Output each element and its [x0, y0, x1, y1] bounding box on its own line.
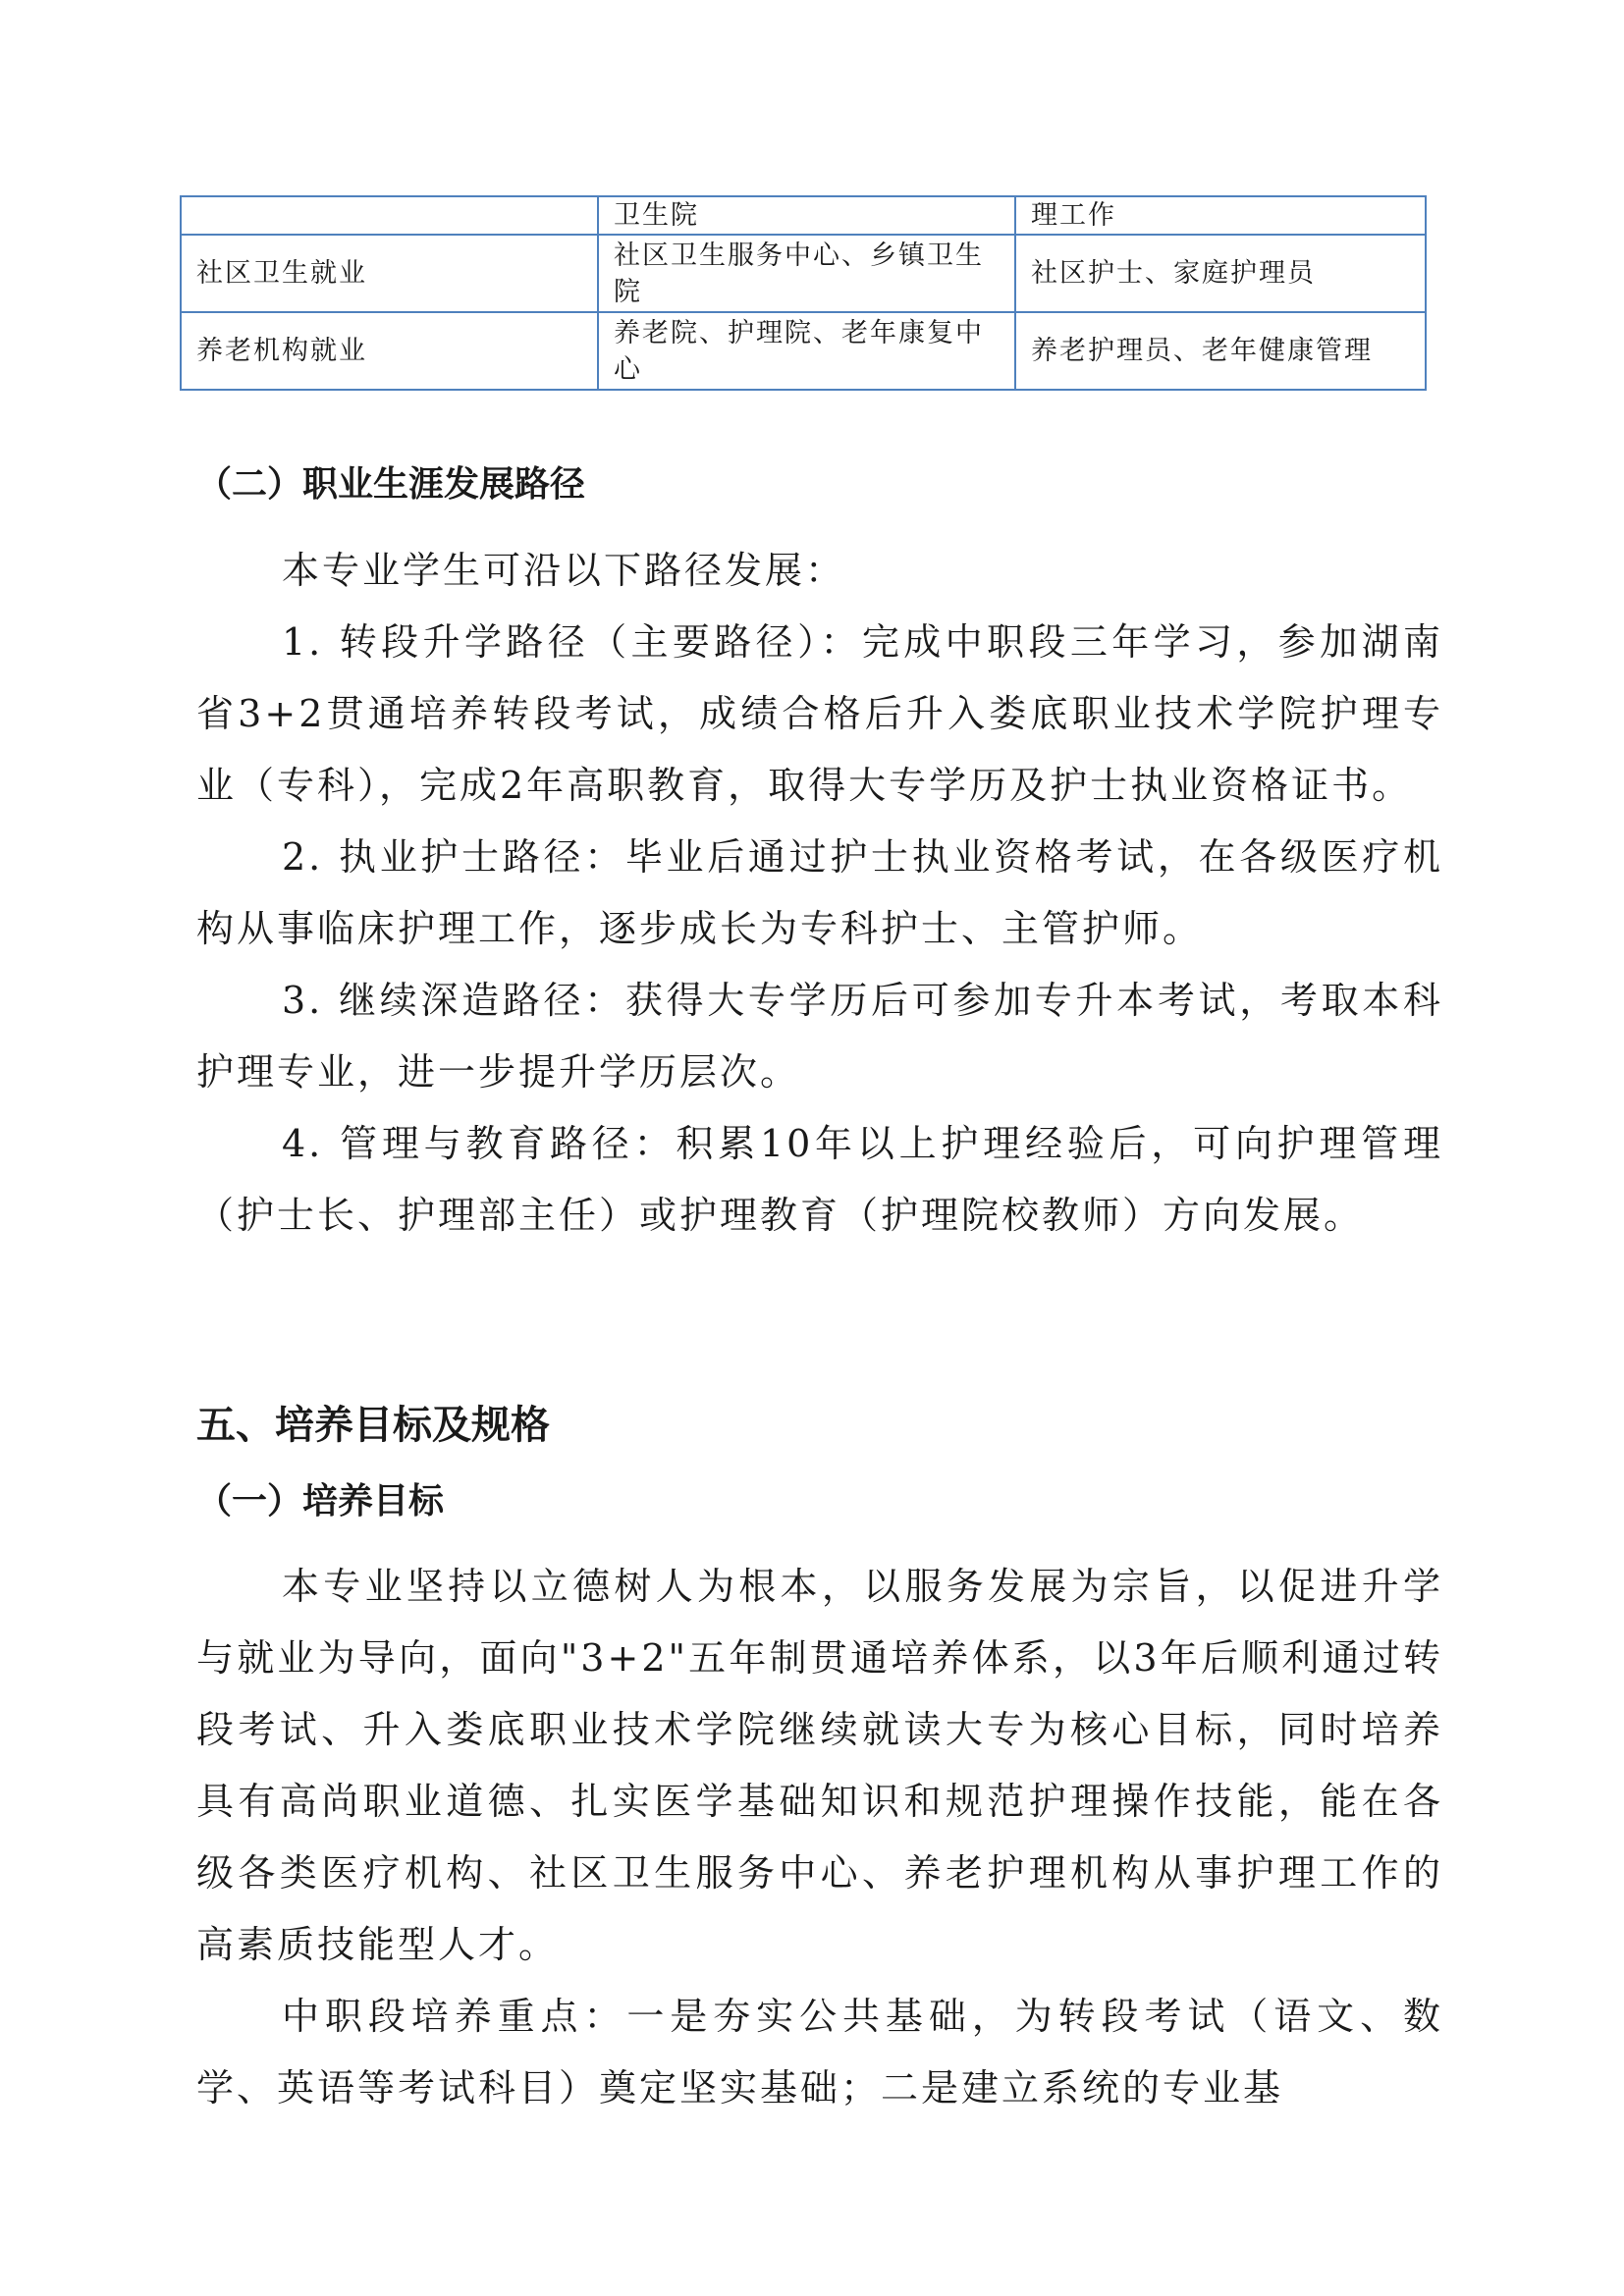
- training-goal-body: [196, 1551, 1443, 2124]
- table-cell: 卫生院: [598, 196, 1015, 235]
- table-cell: 社区卫生服务中心、乡镇卫生院: [598, 235, 1015, 312]
- employment-table: [180, 195, 1427, 391]
- table-row: [181, 235, 1426, 312]
- table-cell: 养老护理员、老年健康管理: [1015, 312, 1426, 390]
- table-cell: 社区护士、家庭护理员: [1015, 235, 1426, 312]
- table-cell: 社区卫生就业: [181, 235, 598, 312]
- table-row: [181, 196, 1426, 235]
- table-row: [181, 312, 1426, 390]
- career-path-heading: （二）职业生涯发展路径: [196, 464, 586, 505]
- table-cell: 养老院、护理院、老年康复中心: [598, 312, 1015, 390]
- career-path-3: 3. 继续深造路径：获得大专学历后可参加专升本考试，考取本科护理专业，进一步提升学历层次。: [196, 979, 1443, 1094]
- table-cell: 理工作: [1015, 196, 1426, 235]
- section-five-heading: 五、培养目标及规格: [196, 1403, 550, 1448]
- table-cell: 养老机构就业: [181, 312, 598, 390]
- training-focus-paragraph: 中职段培养重点：一是夯实公共基础，为转段考试（语文、数学、英语等考试科目）奠定坚实基础；二是建立系统的专业基: [196, 1995, 1443, 2109]
- training-goal-heading: （一）培养目标: [196, 1481, 445, 1522]
- career-intro: 本专业学生可沿以下路径发展：: [282, 549, 846, 592]
- career-path-1: 1. 转段升学路径（主要路径）：完成中职段三年学习，参加湖南省3+2贯通培养转段考试，成绩合格后升入娄底职业技术学院护理专业（专科），完成2年高职教育，取得大专学历及护士执业资格证书。: [196, 620, 1443, 807]
- table-cell: [181, 196, 598, 235]
- career-path-2: 2. 执业护士路径：毕业后通过护士执业资格考试，在各级医疗机构从事临床护理工作，逐步成长为专科护士、主管护师。: [196, 835, 1443, 950]
- career-path-body: [196, 535, 1443, 1252]
- career-path-4: 4. 管理与教育路径：积累10年以上护理经验后，可向护理管理（护士长、护理部主任）或护理教育（护理院校教师）方向发展。: [196, 1122, 1443, 1237]
- training-goal-paragraph: 本专业坚持以立德树人为根本，以服务发展为宗旨，以促进升学与就业为导向，面向"3+2"五年制贯通培养体系，以3年后顺利通过转段考试、升入娄底职业技术学院继续就读大专为核心目标，同时培养具有高尚职业道德、扎实医学基础知识和规范护理操作技能，能在各级各类医疗机构、社区卫生服务中心、养老护理机构从事护理工作的高素质技能型人才。: [196, 1565, 1443, 1966]
